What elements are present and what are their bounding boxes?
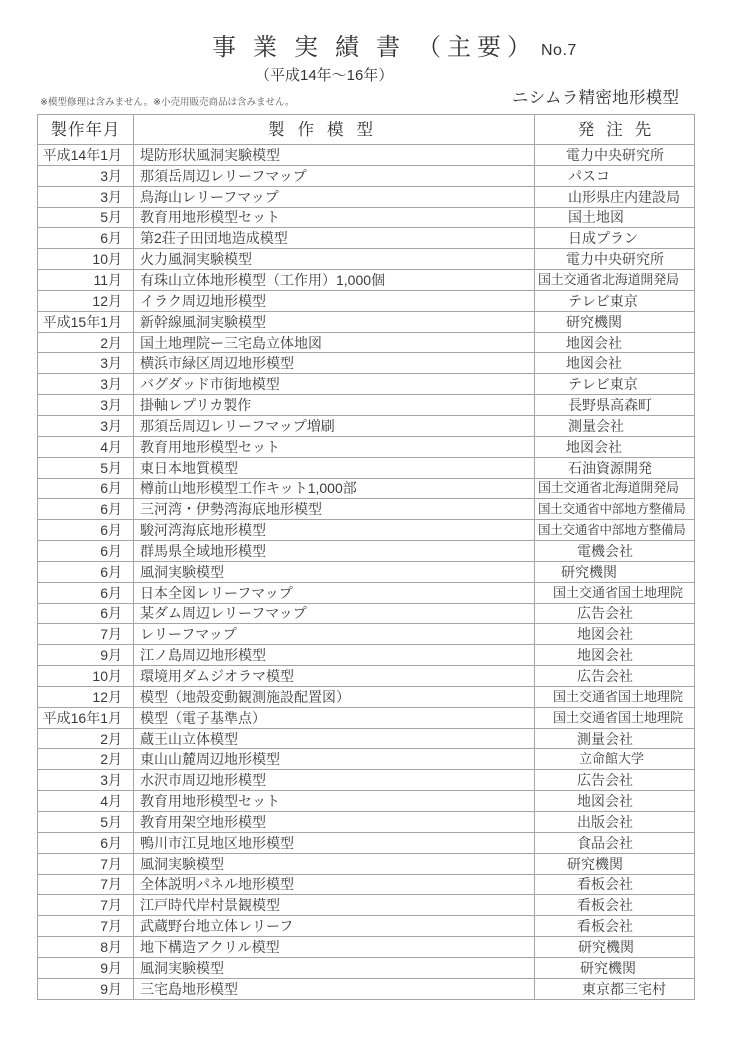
client-cell: 国土交通省北海道開発局	[535, 478, 695, 499]
model-cell: 第2荘子田団地造成模型	[134, 228, 535, 249]
client-cell: 国土交通省国土地理院	[535, 686, 695, 707]
date-cell: 7月	[38, 624, 134, 645]
table-row	[38, 207, 695, 228]
company-name: ニシムラ精密地形模型	[512, 89, 680, 107]
date-cell: 12月	[38, 686, 134, 707]
table-row	[38, 957, 695, 978]
client-cell: 看板会社	[535, 874, 695, 895]
client-cell: 地図会社	[535, 624, 695, 645]
client-cell: 立命館大学	[535, 749, 695, 770]
model-cell: 教育用架空地形模型	[134, 812, 535, 833]
model-cell: バグダッド市街地模型	[134, 374, 535, 395]
client-cell: 測量会社	[535, 728, 695, 749]
table-row	[38, 895, 695, 916]
client-cell: 日成プラン	[535, 228, 695, 249]
date-cell: 11月	[38, 270, 134, 291]
model-cell: 東日本地質模型	[134, 457, 535, 478]
client-cell: 出版会社	[535, 812, 695, 833]
model-cell: 三宅島地形模型	[134, 978, 535, 999]
model-cell: 環境用ダムジオラマ模型	[134, 666, 535, 687]
client-cell: 広告会社	[535, 603, 695, 624]
date-cell: 6月	[38, 499, 134, 520]
table-row	[38, 311, 695, 332]
model-cell: 風洞実験模型	[134, 957, 535, 978]
date-cell: 6月	[38, 582, 134, 603]
date-cell: 7月	[38, 853, 134, 874]
date-cell: 12月	[38, 290, 134, 311]
table-row	[38, 478, 695, 499]
header-row	[38, 115, 695, 145]
client-cell: 石油資源開発	[535, 457, 695, 478]
table-row	[38, 353, 695, 374]
table-row	[38, 186, 695, 207]
table-row	[38, 415, 695, 436]
client-cell: 研究機関	[535, 937, 695, 958]
document-number: No.7	[541, 42, 577, 59]
model-cell: 模型（電子基準点）	[134, 707, 535, 728]
client-cell: 研究機関	[535, 853, 695, 874]
client-cell: テレビ東京	[535, 290, 695, 311]
client-cell: 長野県高森町	[535, 395, 695, 416]
title-suffix: （主要）	[417, 34, 537, 61]
model-cell: 堤防形状風洞実験模型	[134, 145, 535, 166]
date-cell: 10月	[38, 666, 134, 687]
model-cell: 鴨川市江見地区地形模型	[134, 832, 535, 853]
date-cell: 4月	[38, 791, 134, 812]
table-row	[38, 582, 695, 603]
table-row	[38, 499, 695, 520]
client-cell: 国土交通省国土地理院	[535, 582, 695, 603]
model-cell: 横浜市緑区周辺地形模型	[134, 353, 535, 374]
model-cell: 全体説明パネル地形模型	[134, 874, 535, 895]
model-cell: 三河湾・伊勢湾海底地形模型	[134, 499, 535, 520]
model-cell: 日本全図レリーフマップ	[134, 582, 535, 603]
date-cell: 6月	[38, 228, 134, 249]
table-row	[38, 436, 695, 457]
table-row	[38, 290, 695, 311]
client-cell: 地図会社	[535, 332, 695, 353]
client-cell: パスコ	[535, 165, 695, 186]
model-cell: レリーフマップ	[134, 624, 535, 645]
model-cell: 群馬県全域地形模型	[134, 541, 535, 562]
date-cell: 10月	[38, 249, 134, 270]
model-cell: 江ノ島周辺地形模型	[134, 645, 535, 666]
date-cell: 5月	[38, 812, 134, 833]
date-cell: 3月	[38, 415, 134, 436]
date-cell: 7月	[38, 895, 134, 916]
model-cell: 駿河湾海底地形模型	[134, 520, 535, 541]
client-cell: 研究機関	[535, 311, 695, 332]
table-row	[38, 812, 695, 833]
date-cell: 2月	[38, 332, 134, 353]
model-cell: 教育用地形模型セット	[134, 791, 535, 812]
table-row	[38, 249, 695, 270]
date-cell: 3月	[38, 395, 134, 416]
table-row	[38, 228, 695, 249]
client-cell: 看板会社	[535, 916, 695, 937]
model-cell: 新幹線風洞実験模型	[134, 311, 535, 332]
table-row	[38, 832, 695, 853]
date-cell: 9月	[38, 978, 134, 999]
table-row	[38, 791, 695, 812]
client-cell: 広告会社	[535, 770, 695, 791]
date-cell: 6月	[38, 478, 134, 499]
date-cell: 6月	[38, 832, 134, 853]
model-cell: 風洞実験模型	[134, 561, 535, 582]
model-cell: 国土地理院ー三宅島立体地図	[134, 332, 535, 353]
model-cell: 模型（地殻変動観測施設配置図）	[134, 686, 535, 707]
date-cell: 6月	[38, 520, 134, 541]
table-row	[38, 541, 695, 562]
model-cell: 蔵王山立体模型	[134, 728, 535, 749]
model-cell: 武蔵野台地立体レリーフ	[134, 916, 535, 937]
table-row	[38, 624, 695, 645]
date-cell: 3月	[38, 353, 134, 374]
table-row	[38, 165, 695, 186]
exclusion-note: ※模型修理は含みません。※小売用販売商品は含みません。	[40, 97, 295, 108]
date-cell: 3月	[38, 165, 134, 186]
date-cell: 9月	[38, 957, 134, 978]
client-cell: 電力中央研究所	[535, 145, 695, 166]
date-cell: 3月	[38, 770, 134, 791]
table-row	[38, 686, 695, 707]
model-cell: 地下構造アクリル模型	[134, 937, 535, 958]
model-cell: 那須岳周辺レリーフマップ	[134, 165, 535, 186]
table-row	[38, 749, 695, 770]
model-cell: 有珠山立体地形模型（工作用）1,000個	[134, 270, 535, 291]
table-row	[38, 770, 695, 791]
records-table	[37, 114, 695, 1000]
date-cell: 7月	[38, 874, 134, 895]
client-cell: 地図会社	[535, 791, 695, 812]
client-cell: テレビ東京	[535, 374, 695, 395]
table-row	[38, 937, 695, 958]
title-main: 事業実績書	[212, 34, 417, 61]
client-cell: 研究機関	[535, 957, 695, 978]
date-cell: 2月	[38, 728, 134, 749]
client-cell: 国土地図	[535, 207, 695, 228]
client-cell: 国土交通省中部地方整備局	[535, 499, 695, 520]
date-cell: 平成14年1月	[38, 145, 134, 166]
client-cell: 食品会社	[535, 832, 695, 853]
table-row	[38, 853, 695, 874]
header-model: 製作模型	[134, 115, 535, 145]
date-cell: 8月	[38, 937, 134, 958]
table-row	[38, 603, 695, 624]
date-cell: 2月	[38, 749, 134, 770]
client-cell: 地図会社	[535, 353, 695, 374]
table-row	[38, 874, 695, 895]
period-subtitle: （平成14年～16年）	[255, 67, 394, 84]
model-cell: 江戸時代岸村景観模型	[134, 895, 535, 916]
client-cell: 国土交通省北海道開発局	[535, 270, 695, 291]
table-row	[38, 374, 695, 395]
table-row	[38, 978, 695, 999]
table-row	[38, 520, 695, 541]
date-cell: 平成15年1月	[38, 311, 134, 332]
client-cell: 電力中央研究所	[535, 249, 695, 270]
model-cell: 教育用地形模型セット	[134, 207, 535, 228]
client-cell: 山形県庄内建設局	[535, 186, 695, 207]
model-cell: 某ダム周辺レリーフマップ	[134, 603, 535, 624]
table-row	[38, 457, 695, 478]
date-cell: 6月	[38, 541, 134, 562]
table-row	[38, 707, 695, 728]
table-row	[38, 645, 695, 666]
client-cell: 測量会社	[535, 415, 695, 436]
table-row	[38, 666, 695, 687]
model-cell: 掛軸レプリカ製作	[134, 395, 535, 416]
client-cell: 研究機関	[535, 561, 695, 582]
client-cell: 広告会社	[535, 666, 695, 687]
date-cell: 4月	[38, 436, 134, 457]
client-cell: 地図会社	[535, 436, 695, 457]
date-cell: 7月	[38, 916, 134, 937]
date-cell: 平成16年1月	[38, 707, 134, 728]
client-cell: 電機会社	[535, 541, 695, 562]
client-cell: 看板会社	[535, 895, 695, 916]
date-cell: 5月	[38, 457, 134, 478]
table-row	[38, 395, 695, 416]
model-cell: イラク周辺地形模型	[134, 290, 535, 311]
table-row	[38, 728, 695, 749]
client-cell: 国土交通省国土地理院	[535, 707, 695, 728]
model-cell: 東山山麓周辺地形模型	[134, 749, 535, 770]
date-cell: 6月	[38, 561, 134, 582]
model-cell: 那須岳周辺レリーフマップ増刷	[134, 415, 535, 436]
table-row	[38, 916, 695, 937]
model-cell: 鳥海山レリーフマップ	[134, 186, 535, 207]
model-cell: 樽前山地形模型工作キット1,000部	[134, 478, 535, 499]
date-cell: 6月	[38, 603, 134, 624]
date-cell: 3月	[38, 186, 134, 207]
model-cell: 風洞実験模型	[134, 853, 535, 874]
client-cell: 地図会社	[535, 645, 695, 666]
header-date: 製作年月	[38, 115, 134, 145]
model-cell: 教育用地形模型セット	[134, 436, 535, 457]
header-client: 発注先	[535, 115, 695, 145]
client-cell: 東京都三宅村	[535, 978, 695, 999]
table-row	[38, 145, 695, 166]
table-row	[38, 270, 695, 291]
table-row	[38, 561, 695, 582]
date-cell: 9月	[38, 645, 134, 666]
table-row	[38, 332, 695, 353]
document-title	[212, 33, 577, 66]
model-cell: 水沢市周辺地形模型	[134, 770, 535, 791]
model-cell: 火力風洞実験模型	[134, 249, 535, 270]
date-cell: 5月	[38, 207, 134, 228]
date-cell: 3月	[38, 374, 134, 395]
client-cell: 国土交通省中部地方整備局	[535, 520, 695, 541]
